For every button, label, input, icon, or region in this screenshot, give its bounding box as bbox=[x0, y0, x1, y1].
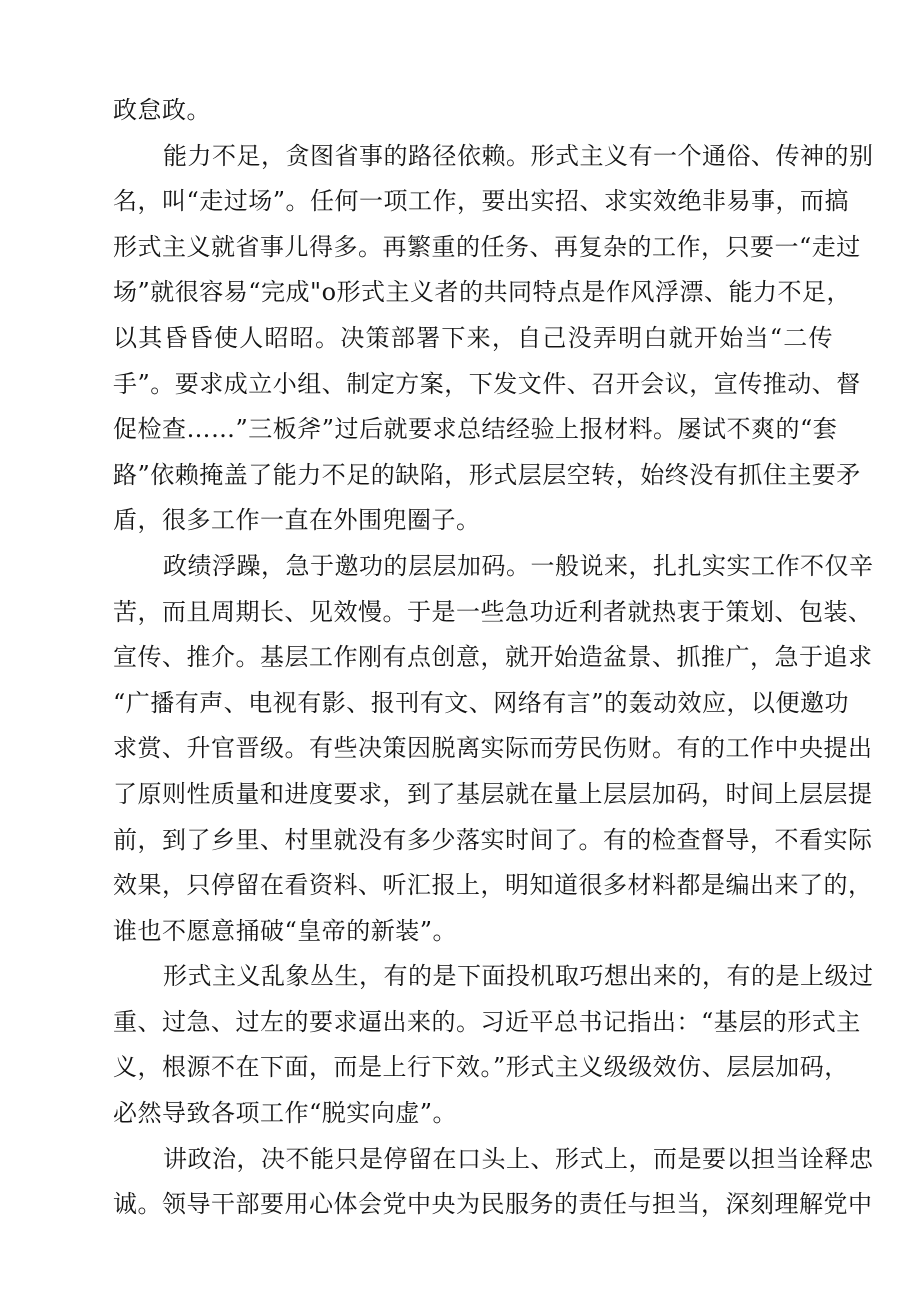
text-line: “广播有声、电视有影、报刊有文、网络有言”的轰动效应，以便邀功 bbox=[113, 688, 850, 717]
text-line: 以其昏昏使人昭昭。决策部署下来，自己没弄明白就开始当“二传 bbox=[113, 323, 833, 352]
text-line: 效果，只停留在看资料、听汇报上，明知道很多材料都是编出来了的， bbox=[113, 871, 873, 900]
text-line: 必然导致各项工作“脱实向虚”。 bbox=[113, 1099, 458, 1128]
text-line: 手”。要求成立小组、制定方案，下发文件、召开会议，宣传推动、督 bbox=[113, 369, 861, 398]
text-line: 诚。领导干部要用心体会党中央为民服务的责任与担当，深刻理解党中 bbox=[113, 1190, 873, 1219]
document-page bbox=[113, 88, 874, 1228]
text-line: 前，到了乡里、村里就没有多少落实时间了。有的检查督导，不看实际 bbox=[113, 825, 873, 854]
text-line: 苦，而且周期长、见效慢。于是一些急功近利者就热衷于策划、包装、 bbox=[113, 597, 873, 626]
paragraph-first-line: 讲政治，决不能只是停留在口头上、形式上，而是要以担当诠释忠 bbox=[163, 1144, 874, 1173]
paragraph-first-line: 政绩浮躁，急于邀功的层层加码。一般说来，扎扎实实工作不仅辛 bbox=[163, 551, 874, 580]
text-line: 形式主义就省事儿得多。再繁重的任务、再复杂的工作，只要一“走过 bbox=[113, 232, 861, 261]
text-line: 宣传、推介。基层工作刚有点创意，就开始造盆景、抓推广，急于追求 bbox=[113, 643, 873, 672]
paragraph-first-line: 能力不足，贪图省事的路径依赖。形式主义有一个通俗、传神的别 bbox=[163, 141, 874, 170]
text-line: 政怠政。 bbox=[113, 96, 211, 124]
paragraph-first-line: 形式主义乱象丛生，有的是下面投机取巧想出来的，有的是上级过 bbox=[163, 962, 874, 991]
text-line: 盾，很多工作一直在外围兜圈子。 bbox=[113, 506, 481, 535]
text-line: 求赏、升官晋级。有些决策因脱离实际而劳民伤财。有的工作中央提出 bbox=[113, 734, 873, 763]
text-line: 重、过急、过左的要求逼出来的。习近平总书记指出：“基层的形式主 bbox=[113, 1007, 861, 1036]
text-line: 了原则性质量和进度要求，到了基层就在量上层层加码，时间上层层提 bbox=[113, 779, 873, 808]
text-line: 促检查……”三板斧”过后就要求总结经验上报材料。屡试不爽的“套 bbox=[113, 415, 838, 444]
text-line: 义，根源不在下面，而是上行下效。”形式主义级级效仿、层层加码， bbox=[113, 1053, 849, 1082]
text-line: 路”依赖掩盖了能力不足的缺陷，形式层层空转，始终没有抓住主要矛 bbox=[113, 460, 861, 489]
text-line: 名，叫“走过场”。任何一项工作，要出实招、求实效绝非易事，而搞 bbox=[113, 187, 850, 216]
text-line: 场”就很容易“完成"o形式主义者的共同特点是作风浮漂、能力不足， bbox=[113, 278, 852, 307]
text-line: 谁也不愿意捅破“皇帝的新装”。 bbox=[113, 916, 458, 945]
